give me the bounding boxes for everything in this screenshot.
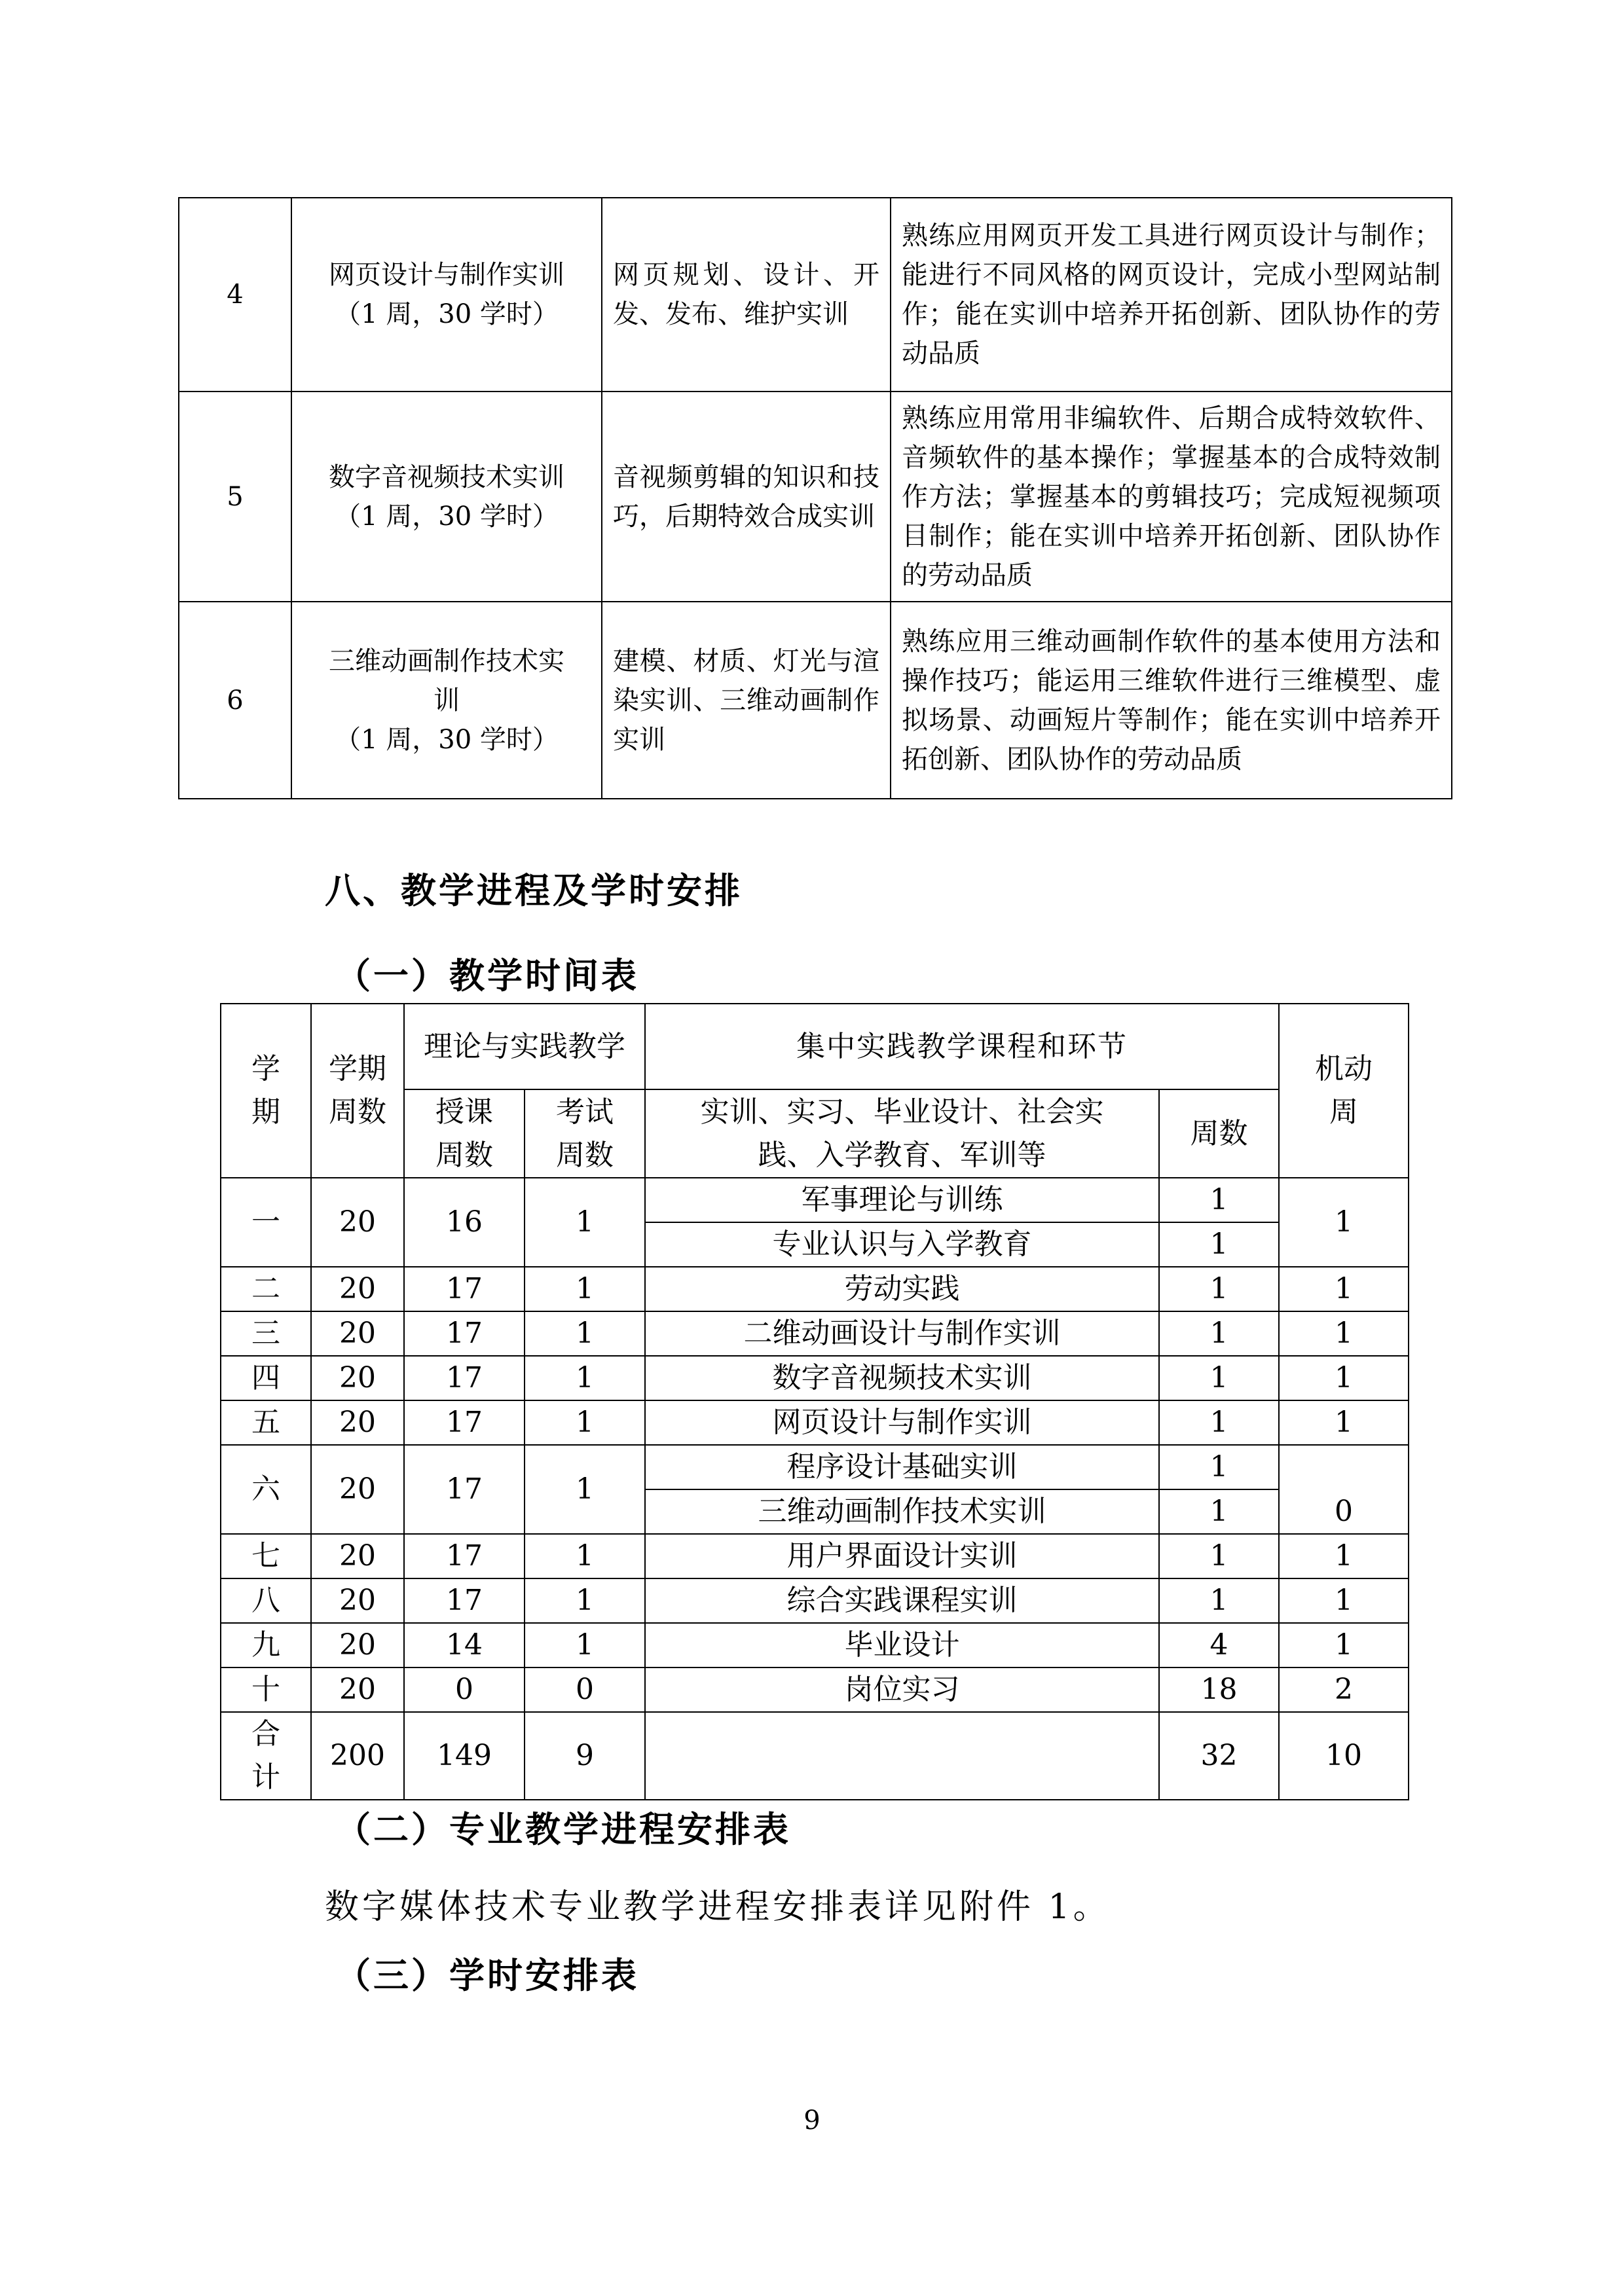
table-row (221, 1623, 1409, 1667)
teach-cell: 17 (404, 1534, 525, 1578)
teach-cell: 17 (404, 1356, 525, 1400)
training-content: 建模、材质、灯光与渲染实训、三维动画制作实训 (602, 602, 891, 799)
exam-cell: 1 (525, 1534, 645, 1578)
flex-cell: 1 (1279, 1534, 1409, 1578)
teach-cell: 0 (404, 1667, 525, 1712)
total-row (221, 1712, 1409, 1800)
weeks-cell: 20 (311, 1356, 404, 1400)
term-cell: 三 (221, 1311, 311, 1356)
table-row (221, 1311, 1409, 1356)
flex-cell: 1 (1279, 1356, 1409, 1400)
term-cell: 一 (221, 1178, 311, 1267)
practice-weeks-cell: 4 (1159, 1623, 1279, 1667)
page-number: 9 (803, 2105, 821, 2136)
weeks-cell: 20 (311, 1667, 404, 1712)
exam-cell: 1 (525, 1267, 645, 1311)
table-row (221, 1667, 1409, 1712)
subsection-title-3: （三）学时安排表 (335, 1954, 639, 1996)
header-exam-weeks (525, 1089, 645, 1178)
practice-weeks-cell: 1 (1159, 1178, 1279, 1222)
training-name: 数字音视频技术实训 （1 周，30 学时） (291, 392, 602, 602)
header-row (221, 1004, 1409, 1089)
flex-cell: 0 (1279, 1445, 1409, 1534)
practice-item: 毕业设计 (645, 1623, 1159, 1667)
practice-item: 数字音视频技术实训 (645, 1356, 1159, 1400)
term-cell: 六 (221, 1445, 311, 1534)
flex-cell: 2 (1279, 1667, 1409, 1712)
header-exam-weeks-text: 考试周数 (556, 1095, 614, 1172)
teach-cell: 17 (404, 1267, 525, 1311)
header-flex (1279, 1004, 1409, 1178)
term-cell: 二 (221, 1267, 311, 1311)
exam-cell: 1 (525, 1578, 645, 1623)
weeks-cell: 20 (311, 1578, 404, 1623)
practice-item: 用户界面设计实训 (645, 1534, 1159, 1578)
term-cell: 五 (221, 1400, 311, 1445)
header-theory-text: 理论与实践教学 (424, 1029, 625, 1063)
header-term (221, 1004, 311, 1178)
header-term-text: 学期 (251, 1052, 280, 1129)
table-row (179, 602, 1452, 799)
practice-weeks-cell: 1 (1159, 1445, 1279, 1489)
total-practice-weeks: 32 (1159, 1712, 1279, 1800)
header-teach-weeks-text: 授课周数 (435, 1095, 493, 1172)
total-weeks: 200 (311, 1712, 404, 1800)
header-activities (645, 1089, 1159, 1178)
row-number: 6 (179, 602, 291, 799)
header-flex-text: 机动周 (1315, 1052, 1373, 1129)
weeks-cell: 20 (311, 1623, 404, 1667)
header-teach-weeks (404, 1089, 525, 1178)
weeks-cell: 20 (311, 1445, 404, 1534)
teach-cell: 17 (404, 1578, 525, 1623)
term-cell: 四 (221, 1356, 311, 1400)
training-goal: 熟练应用常用非编软件、后期合成特效软件、音频软件的基本操作；掌握基本的合成特效制作方法；掌握基本的剪辑技巧；完成短视频项目制作；能在实训中培养开拓创新、团队协作的劳动品质 (891, 392, 1452, 602)
header-practice: 集中实践教学课程和环节 (645, 1004, 1279, 1089)
header-practice-weeks: 周数 (1159, 1089, 1279, 1178)
weeks-cell: 20 (311, 1534, 404, 1578)
practice-weeks-cell: 1 (1159, 1222, 1279, 1267)
training-goal: 熟练应用三维动画制作软件的基本使用方法和操作技巧；能运用三维软件进行三维模型、虚拟场景、动画短片等制作；能在实训中培养开拓创新、团队协作的劳动品质 (891, 602, 1452, 799)
teach-cell: 14 (404, 1623, 525, 1667)
training-goal: 熟练应用网页开发工具进行网页设计与制作；能进行不同风格的网页设计，完成小型网站制作；能在实训中培养开拓创新、团队协作的劳动品质 (891, 198, 1452, 392)
teach-cell: 17 (404, 1400, 525, 1445)
table-row (221, 1267, 1409, 1311)
total-flex: 10 (1279, 1712, 1409, 1800)
total-label-text: 合计 (251, 1717, 280, 1794)
training-content: 网页规划、设计、开发、发布、维护实训 (602, 198, 891, 392)
table-row (179, 392, 1452, 602)
table-row (221, 1400, 1409, 1445)
training-content: 音视频剪辑的知识和技巧，后期特效合成实训 (602, 392, 891, 602)
exam-cell: 1 (525, 1400, 645, 1445)
practice-item: 程序设计基础实训 (645, 1445, 1159, 1489)
total-exam: 9 (525, 1712, 645, 1800)
schedule-table (220, 1003, 1409, 1800)
practice-weeks-cell: 1 (1159, 1534, 1279, 1578)
flex-cell: 1 (1279, 1578, 1409, 1623)
practice-item: 网页设计与制作实训 (645, 1400, 1159, 1445)
table-row (221, 1356, 1409, 1400)
practice-item: 军事理论与训练 (645, 1178, 1159, 1222)
flex-cell: 1 (1279, 1267, 1409, 1311)
subsection-title-2: （二）专业教学进程安排表 (335, 1808, 791, 1850)
table-row (221, 1534, 1409, 1578)
teach-cell: 17 (404, 1445, 525, 1534)
term-cell: 七 (221, 1534, 311, 1578)
practice-weeks-cell: 1 (1159, 1578, 1279, 1623)
header-weeks (311, 1004, 404, 1178)
practice-weeks-cell: 1 (1159, 1267, 1279, 1311)
practice-weeks-cell: 1 (1159, 1311, 1279, 1356)
table-row (179, 198, 1452, 392)
header-theory (404, 1004, 645, 1089)
table-row (221, 1578, 1409, 1623)
flex-cell: 1 (1279, 1400, 1409, 1445)
exam-cell: 0 (525, 1667, 645, 1712)
header-activities-text: 实训、实习、毕业设计、社会实践、入学教育、军训等 (700, 1095, 1104, 1172)
training-name: 网页设计与制作实训 （1 周，30 学时） (291, 198, 602, 392)
training-table (178, 197, 1452, 799)
weeks-cell: 20 (311, 1311, 404, 1356)
exam-cell: 1 (525, 1356, 645, 1400)
practice-item: 综合实践课程实训 (645, 1578, 1159, 1623)
total-teach: 149 (404, 1712, 525, 1800)
practice-weeks-cell: 1 (1159, 1356, 1279, 1400)
training-name: 三维动画制作技术实 训 （1 周，30 学时） (291, 602, 602, 799)
flex-cell: 1 (1279, 1311, 1409, 1356)
exam-cell: 1 (525, 1178, 645, 1267)
section-title: 八、教学进程及学时安排 (325, 869, 743, 911)
table-row (221, 1178, 1409, 1222)
subsection-title-1: （一）教学时间表 (335, 955, 639, 996)
practice-weeks-cell: 18 (1159, 1667, 1279, 1712)
practice-item: 劳动实践 (645, 1267, 1159, 1311)
total-practice-item (645, 1712, 1159, 1800)
total-label (221, 1712, 311, 1800)
header-weeks-text: 学期周数 (328, 1052, 386, 1129)
body-paragraph: 数字媒体技术专业教学进程安排表详见附件 1。 (325, 1887, 1111, 1927)
practice-item: 岗位实习 (645, 1667, 1159, 1712)
term-cell: 八 (221, 1578, 311, 1623)
practice-item: 二维动画设计与制作实训 (645, 1311, 1159, 1356)
weeks-cell: 20 (311, 1267, 404, 1311)
flex-cell: 1 (1279, 1623, 1409, 1667)
table-row (221, 1445, 1409, 1489)
exam-cell: 1 (525, 1445, 645, 1534)
weeks-cell: 20 (311, 1400, 404, 1445)
teach-cell: 16 (404, 1178, 525, 1267)
practice-weeks-cell: 1 (1159, 1489, 1279, 1534)
row-number: 5 (179, 392, 291, 602)
exam-cell: 1 (525, 1311, 645, 1356)
practice-item: 专业认识与入学教育 (645, 1222, 1159, 1267)
term-cell: 九 (221, 1623, 311, 1667)
practice-item: 三维动画制作技术实训 (645, 1489, 1159, 1534)
practice-weeks-cell: 1 (1159, 1400, 1279, 1445)
flex-cell: 1 (1279, 1178, 1409, 1267)
teach-cell: 17 (404, 1311, 525, 1356)
exam-cell: 1 (525, 1623, 645, 1667)
weeks-cell: 20 (311, 1178, 404, 1267)
term-cell: 十 (221, 1667, 311, 1712)
row-number: 4 (179, 198, 291, 392)
